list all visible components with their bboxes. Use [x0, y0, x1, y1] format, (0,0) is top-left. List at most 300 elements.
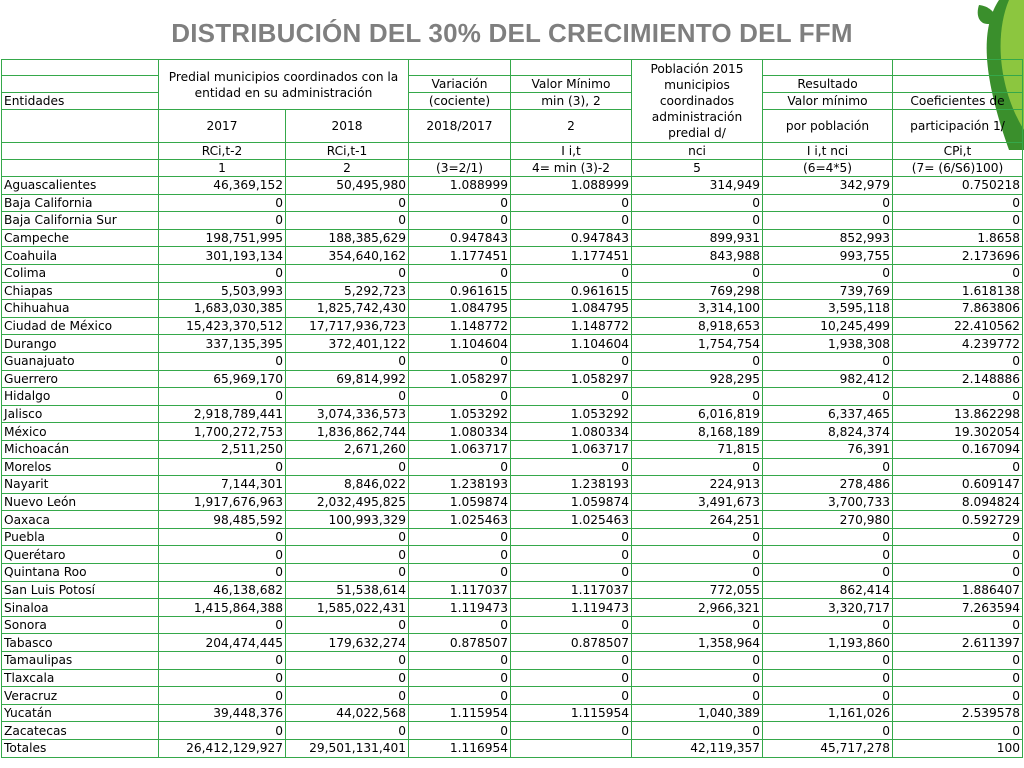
- value-cell: 0: [632, 458, 763, 476]
- value-cell: 0: [893, 528, 1023, 546]
- value-cell: 0: [893, 722, 1023, 740]
- value-cell: 0: [159, 546, 286, 564]
- table-row: [2, 317, 1023, 335]
- value-cell: 0: [893, 687, 1023, 705]
- value-cell: 65,969,170: [159, 370, 286, 388]
- value-cell: 0: [893, 546, 1023, 564]
- value-cell: 928,295: [632, 370, 763, 388]
- entity-name: Zacatecas: [2, 722, 159, 740]
- value-cell: 0: [286, 652, 409, 670]
- value-cell: 0: [632, 528, 763, 546]
- value-cell: 1,358,964: [632, 634, 763, 652]
- header-2017: 2017: [159, 110, 286, 143]
- value-cell: 1,917,676,963: [159, 493, 286, 511]
- entity-name: Totales: [2, 740, 159, 758]
- value-cell: 13.862298: [893, 405, 1023, 423]
- header-ratio: 2018/2017: [409, 110, 511, 143]
- table-row: [2, 264, 1023, 282]
- header-cell: [763, 60, 893, 76]
- value-cell: 42,119,357: [632, 740, 763, 758]
- table-row: [2, 388, 1023, 406]
- value-cell: 0: [159, 722, 286, 740]
- value-cell: 0: [286, 388, 409, 406]
- value-cell: 0: [893, 212, 1023, 230]
- value-cell: 1.238193: [511, 476, 632, 494]
- entity-name: Sinaloa: [2, 599, 159, 617]
- value-cell: 1.080334: [409, 423, 511, 441]
- value-cell: 8,846,022: [286, 476, 409, 494]
- entity-name: Guerrero: [2, 370, 159, 388]
- value-cell: 0: [159, 194, 286, 212]
- value-cell: 3,314,100: [632, 300, 763, 318]
- table-row: [2, 423, 1023, 441]
- value-cell: 8,824,374: [763, 423, 893, 441]
- value-cell: 0.961615: [511, 282, 632, 300]
- page-title: DISTRIBUCIÓN DEL 30% DEL CRECIMIENTO DEL FFM: [171, 18, 853, 48]
- entity-name: Campeche: [2, 229, 159, 247]
- value-cell: 0: [159, 352, 286, 370]
- table-row: [2, 687, 1023, 705]
- header-cell: [2, 143, 159, 160]
- table-row: [2, 669, 1023, 687]
- value-cell: 100: [893, 740, 1023, 758]
- value-cell: 0: [763, 722, 893, 740]
- table-row: [2, 352, 1023, 370]
- value-cell: 3,700,733: [763, 493, 893, 511]
- table-row: [2, 177, 1023, 195]
- value-cell: 0: [409, 194, 511, 212]
- symbol-row: [2, 143, 1023, 160]
- formula-cell: (7= (6/S6)100): [893, 160, 1023, 177]
- formula-cell: 4= min (3)-2: [511, 160, 632, 177]
- table-row: [2, 652, 1023, 670]
- entity-name: Quintana Roo: [2, 564, 159, 582]
- value-cell: 1.238193: [409, 476, 511, 494]
- table-row: [2, 616, 1023, 634]
- entity-name: Oaxaca: [2, 511, 159, 529]
- value-cell: 1.116954: [409, 740, 511, 758]
- value-cell: 0.878507: [409, 634, 511, 652]
- entity-name: San Luis Potosí: [2, 581, 159, 599]
- formula-cell: 2: [286, 160, 409, 177]
- table-row: [2, 212, 1023, 230]
- entity-name: Sonora: [2, 616, 159, 634]
- header-por-poblacion: por población: [763, 110, 893, 143]
- table-row: [2, 405, 1023, 423]
- entity-name: Tabasco: [2, 634, 159, 652]
- value-cell: 51,538,614: [286, 581, 409, 599]
- value-cell: 7.263594: [893, 599, 1023, 617]
- header-cell: [893, 60, 1023, 76]
- value-cell: 26,412,129,927: [159, 740, 286, 758]
- value-cell: 8,918,653: [632, 317, 763, 335]
- value-cell: 0.947843: [511, 229, 632, 247]
- value-cell: 354,640,162: [286, 247, 409, 265]
- value-cell: 0: [893, 616, 1023, 634]
- value-cell: 0: [763, 264, 893, 282]
- value-cell: 0: [511, 564, 632, 582]
- value-cell: 0: [409, 458, 511, 476]
- value-cell: 1.058297: [511, 370, 632, 388]
- value-cell: 0: [511, 212, 632, 230]
- value-cell: 100,993,329: [286, 511, 409, 529]
- entity-name: Jalisco: [2, 405, 159, 423]
- value-cell: 6,016,819: [632, 405, 763, 423]
- value-cell: 4.239772: [893, 335, 1023, 353]
- value-cell: 0: [632, 546, 763, 564]
- value-cell: 1.148772: [409, 317, 511, 335]
- header-cell: [2, 110, 159, 143]
- value-cell: 0: [632, 388, 763, 406]
- symbol-cell: nci: [632, 143, 763, 160]
- value-cell: 0.878507: [511, 634, 632, 652]
- value-cell: 3,320,717: [763, 599, 893, 617]
- value-cell: 0: [511, 652, 632, 670]
- value-cell: 1,825,742,430: [286, 300, 409, 318]
- value-cell: 0: [511, 546, 632, 564]
- entity-name: Tlaxcala: [2, 669, 159, 687]
- value-cell: 342,979: [763, 177, 893, 195]
- value-cell: 0: [409, 264, 511, 282]
- symbol-cell: I i,t nci: [763, 143, 893, 160]
- value-cell: 0: [286, 722, 409, 740]
- totals-row: [2, 740, 1023, 758]
- entity-name: Guanajuato: [2, 352, 159, 370]
- value-cell: 739,769: [763, 282, 893, 300]
- table-row: [2, 476, 1023, 494]
- value-cell: 204,474,445: [159, 634, 286, 652]
- value-cell: 0: [409, 687, 511, 705]
- header-predial: Predial municipios coordinados con la entidad en su administración: [159, 60, 409, 110]
- value-cell: 1.088999: [511, 177, 632, 195]
- value-cell: 0: [511, 388, 632, 406]
- formula-cell: (6=4*5): [763, 160, 893, 177]
- value-cell: 1.053292: [409, 405, 511, 423]
- entity-name: Chiapas: [2, 282, 159, 300]
- value-cell: 852,993: [763, 229, 893, 247]
- value-cell: 1,040,389: [632, 704, 763, 722]
- value-cell: 0.947843: [409, 229, 511, 247]
- value-cell: 5,503,993: [159, 282, 286, 300]
- entity-name: Nuevo León: [2, 493, 159, 511]
- value-cell: 0: [763, 546, 893, 564]
- value-cell: 1.8658: [893, 229, 1023, 247]
- value-cell: 0: [286, 352, 409, 370]
- value-cell: 0: [511, 616, 632, 634]
- value-cell: 44,022,568: [286, 704, 409, 722]
- value-cell: 188,385,629: [286, 229, 409, 247]
- value-cell: 0: [763, 669, 893, 687]
- symbol-cell: RCi,t-2: [159, 143, 286, 160]
- value-cell: 0: [409, 652, 511, 670]
- entity-name: Querétaro: [2, 546, 159, 564]
- value-cell: 769,298: [632, 282, 763, 300]
- header-variacion: Variación: [409, 76, 511, 93]
- header-valor-minimo: Valor Mínimo: [511, 76, 632, 93]
- value-cell: 993,755: [763, 247, 893, 265]
- entity-name: Morelos: [2, 458, 159, 476]
- symbol-cell: RCi,t-1: [286, 143, 409, 160]
- header-coeficientes: Coeficientes de: [893, 93, 1023, 110]
- value-cell: 6,337,465: [763, 405, 893, 423]
- value-cell: 1.119473: [409, 599, 511, 617]
- value-cell: 0: [763, 564, 893, 582]
- value-cell: 1.117037: [511, 581, 632, 599]
- value-cell: 0.961615: [409, 282, 511, 300]
- value-cell: 8,168,189: [632, 423, 763, 441]
- table-row: [2, 282, 1023, 300]
- value-cell: 10,245,499: [763, 317, 893, 335]
- value-cell: 3,595,118: [763, 300, 893, 318]
- entity-name: Chihuahua: [2, 300, 159, 318]
- value-cell: 0: [409, 352, 511, 370]
- value-cell: 2,511,250: [159, 440, 286, 458]
- value-cell: 0: [159, 669, 286, 687]
- value-cell: 0.592729: [893, 511, 1023, 529]
- value-cell: 0: [763, 458, 893, 476]
- formula-cell: 1: [159, 160, 286, 177]
- value-cell: 2,918,789,441: [159, 405, 286, 423]
- value-cell: 1.080334: [511, 423, 632, 441]
- table-row: [2, 722, 1023, 740]
- value-cell: 5,292,723: [286, 282, 409, 300]
- entity-name: Baja California Sur: [2, 212, 159, 230]
- header-two: 2: [511, 110, 632, 143]
- value-cell: 0: [511, 722, 632, 740]
- value-cell: 50,495,980: [286, 177, 409, 195]
- value-cell: 862,414: [763, 581, 893, 599]
- value-cell: 1,683,030,385: [159, 300, 286, 318]
- value-cell: 0: [632, 616, 763, 634]
- value-cell: 19.302054: [893, 423, 1023, 441]
- entity-name: Puebla: [2, 528, 159, 546]
- value-cell: 2,966,321: [632, 599, 763, 617]
- entity-name: Michoacán: [2, 440, 159, 458]
- value-cell: 0: [763, 388, 893, 406]
- value-cell: 2,032,495,825: [286, 493, 409, 511]
- value-cell: 0: [159, 458, 286, 476]
- value-cell: 1.059874: [511, 493, 632, 511]
- table-row: [2, 546, 1023, 564]
- value-cell: 1.084795: [511, 300, 632, 318]
- value-cell: 1,836,862,744: [286, 423, 409, 441]
- table-row: [2, 581, 1023, 599]
- value-cell: 1,415,864,388: [159, 599, 286, 617]
- header-cell: [2, 160, 159, 177]
- value-cell: 7.863806: [893, 300, 1023, 318]
- value-cell: 1.886407: [893, 581, 1023, 599]
- table-row: [2, 528, 1023, 546]
- value-cell: 0: [159, 528, 286, 546]
- entity-name: Tamaulipas: [2, 652, 159, 670]
- value-cell: 46,369,152: [159, 177, 286, 195]
- header-row: [2, 76, 1023, 93]
- value-cell: 264,251: [632, 511, 763, 529]
- value-cell: 0: [159, 564, 286, 582]
- value-cell: 98,485,592: [159, 511, 286, 529]
- value-cell: 0: [893, 388, 1023, 406]
- value-cell: 29,501,131,401: [286, 740, 409, 758]
- value-cell: 1,585,022,431: [286, 599, 409, 617]
- value-cell: 0: [409, 388, 511, 406]
- table-row: [2, 493, 1023, 511]
- value-cell: [511, 740, 632, 758]
- value-cell: 0: [409, 722, 511, 740]
- entity-name: Veracruz: [2, 687, 159, 705]
- value-cell: 0: [511, 669, 632, 687]
- value-cell: 39,448,376: [159, 704, 286, 722]
- value-cell: 0: [159, 616, 286, 634]
- value-cell: 0.167094: [893, 440, 1023, 458]
- header-cell: [409, 60, 511, 76]
- value-cell: 2.539578: [893, 704, 1023, 722]
- entity-name: Colima: [2, 264, 159, 282]
- symbol-cell: CPi,t: [893, 143, 1023, 160]
- value-cell: 71,815: [632, 440, 763, 458]
- header-cell: [893, 76, 1023, 93]
- header-row: [2, 60, 1023, 76]
- value-cell: 0: [632, 669, 763, 687]
- value-cell: 337,135,395: [159, 335, 286, 353]
- header-cociente: (cociente): [409, 93, 511, 110]
- value-cell: 1.104604: [409, 335, 511, 353]
- distribution-table: [1, 59, 1023, 758]
- value-cell: 0: [409, 528, 511, 546]
- value-cell: 0: [159, 652, 286, 670]
- value-cell: 2.611397: [893, 634, 1023, 652]
- value-cell: 1.063717: [511, 440, 632, 458]
- entity-name: México: [2, 423, 159, 441]
- value-cell: 0: [632, 194, 763, 212]
- header-cell: [2, 76, 159, 93]
- table-row: [2, 458, 1023, 476]
- value-cell: 0: [286, 212, 409, 230]
- value-cell: 1.618138: [893, 282, 1023, 300]
- value-cell: 0.609147: [893, 476, 1023, 494]
- value-cell: 0: [159, 264, 286, 282]
- header-entidades: Entidades: [2, 93, 159, 110]
- value-cell: 0: [763, 194, 893, 212]
- header-2018: 2018: [286, 110, 409, 143]
- value-cell: 0: [159, 212, 286, 230]
- header-poblacion: Población 2015 municipios coordinados administración predial d/: [632, 60, 763, 143]
- value-cell: 1,700,272,753: [159, 423, 286, 441]
- value-cell: 179,632,274: [286, 634, 409, 652]
- entity-name: Durango: [2, 335, 159, 353]
- table-row: [2, 247, 1023, 265]
- value-cell: 1.115954: [511, 704, 632, 722]
- value-cell: 2,671,260: [286, 440, 409, 458]
- value-cell: 0: [286, 194, 409, 212]
- value-cell: 0: [409, 564, 511, 582]
- value-cell: 0: [893, 564, 1023, 582]
- value-cell: 22.410562: [893, 317, 1023, 335]
- formula-cell: (3=2/1): [409, 160, 511, 177]
- value-cell: 0: [893, 194, 1023, 212]
- value-cell: 198,751,995: [159, 229, 286, 247]
- value-cell: 1.115954: [409, 704, 511, 722]
- value-cell: 0: [632, 687, 763, 705]
- value-cell: 2.148886: [893, 370, 1023, 388]
- table-row: [2, 511, 1023, 529]
- header-min: min (3), 2: [511, 93, 632, 110]
- value-cell: 0: [763, 352, 893, 370]
- value-cell: 1.148772: [511, 317, 632, 335]
- table-row: [2, 634, 1023, 652]
- value-cell: 1.025463: [409, 511, 511, 529]
- value-cell: 0: [286, 528, 409, 546]
- value-cell: 224,913: [632, 476, 763, 494]
- value-cell: 899,931: [632, 229, 763, 247]
- value-cell: 0: [632, 652, 763, 670]
- table-row: [2, 440, 1023, 458]
- value-cell: 0.750218: [893, 177, 1023, 195]
- value-cell: 0: [893, 669, 1023, 687]
- value-cell: 372,401,122: [286, 335, 409, 353]
- value-cell: 1.117037: [409, 581, 511, 599]
- entity-name: Nayarit: [2, 476, 159, 494]
- entity-name: Aguascalientes: [2, 177, 159, 195]
- table-row: [2, 599, 1023, 617]
- value-cell: 1.088999: [409, 177, 511, 195]
- header-row: [2, 93, 1023, 110]
- value-cell: 0: [893, 458, 1023, 476]
- value-cell: 0: [286, 564, 409, 582]
- value-cell: 17,717,936,723: [286, 317, 409, 335]
- value-cell: 1.053292: [511, 405, 632, 423]
- value-cell: 2.173696: [893, 247, 1023, 265]
- value-cell: 0: [511, 352, 632, 370]
- value-cell: 0: [511, 687, 632, 705]
- header-valor-minimo-2: Valor mínimo: [763, 93, 893, 110]
- value-cell: 843,988: [632, 247, 763, 265]
- value-cell: 1.177451: [511, 247, 632, 265]
- header-resultado: Resultado: [763, 76, 893, 93]
- value-cell: 8.094824: [893, 493, 1023, 511]
- table-row: [2, 300, 1023, 318]
- value-cell: 0: [763, 616, 893, 634]
- entity-name: Hidalgo: [2, 388, 159, 406]
- entity-name: Ciudad de México: [2, 317, 159, 335]
- entity-name: Yucatán: [2, 704, 159, 722]
- value-cell: 0: [159, 687, 286, 705]
- value-cell: 1.058297: [409, 370, 511, 388]
- table-row: [2, 194, 1023, 212]
- value-cell: 0: [763, 687, 893, 705]
- header-participacion: participación 1/: [893, 110, 1023, 143]
- value-cell: 1.063717: [409, 440, 511, 458]
- value-cell: 0: [159, 388, 286, 406]
- value-cell: 0: [286, 616, 409, 634]
- table-row: [2, 370, 1023, 388]
- value-cell: 1,938,308: [763, 335, 893, 353]
- value-cell: 3,491,673: [632, 493, 763, 511]
- value-cell: 0: [632, 352, 763, 370]
- value-cell: 0: [511, 194, 632, 212]
- value-cell: 0: [763, 652, 893, 670]
- value-cell: 0: [409, 669, 511, 687]
- entity-name: Baja California: [2, 194, 159, 212]
- value-cell: 0: [286, 687, 409, 705]
- value-cell: 1.177451: [409, 247, 511, 265]
- header-cell: [511, 60, 632, 76]
- value-cell: 0: [763, 528, 893, 546]
- formula-cell: 5: [632, 160, 763, 177]
- value-cell: 0: [409, 546, 511, 564]
- value-cell: 1.119473: [511, 599, 632, 617]
- header-cell: [2, 60, 159, 76]
- value-cell: 301,193,134: [159, 247, 286, 265]
